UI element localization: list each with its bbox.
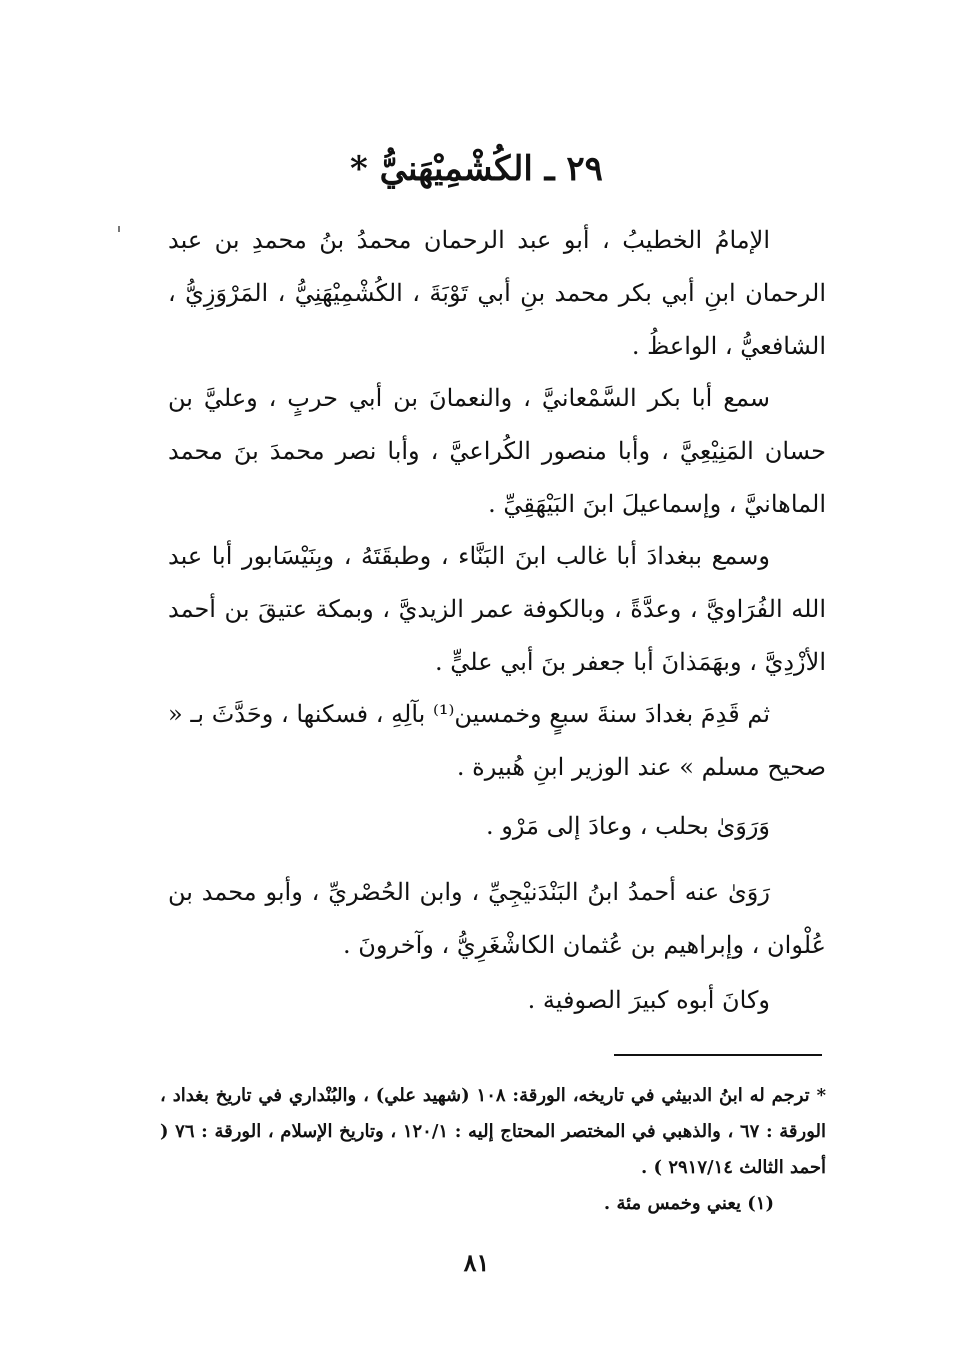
entry-heading: ٢٩ ـ الكُشْمِيْهَنيُّ *	[350, 149, 603, 189]
page-number: ٨١	[463, 1248, 490, 1277]
footnote-separator	[614, 1054, 822, 1056]
margin-speck	[118, 226, 120, 232]
paragraph-aleppo: وَرَوَىٰ بحلب ، وعادَ إلى مَرْو .	[486, 812, 770, 840]
footnote-sources: * ترجم له ابنُ الدبيثي في تاريخه، الورقة: ١٠٨ (شهيد علي) ، والبُنْداري في تاريخ بغداد ، الورقة : ٦٧ ، والذهبي في المختصر المحتاج إليه : ١٢٠/١ ، وتاريخ الإسلام ، الورقة : ٧٦ ( أحمد الثالث ٢٩١٧/١٤ ) .	[160, 1085, 826, 1178]
paragraph-name: الإمامُ الخطيبُ ، أبو عبد الرحمان محمدُ بنُ محمدِ بن عبد الرحمان ابنِ أبي بكر محمد بنِ أبي تَوْبَةَ ، الكُشْمِيْهَنِيُّ ، المَرْوَزِيُّ ، الشافعيُّ ، الواعظُ .	[168, 226, 826, 360]
paragraph-father: وكانَ أبوه كبيرَ الصوفية .	[527, 986, 770, 1014]
paragraph-teachers: سمع أبا بكر السَّمْعانيَّ ، والنعمانَ بن أبي حربٍ ، وعليَّ بن حسان المَنِيْعِيَّ ، وأبا منصور الكُراعيَّ ، وأبا نصر محمدَ بنَ محمد الماهانيَّ ، وإسماعيلَ ابنَ البَيْهَقِيِّ .	[168, 384, 826, 518]
paragraph-narrators: رَوَىٰ عنه أحمدُ ابنُ البَنْدَنيْجِيِّ ، وابن الحُصْريِّ ، وأبو محمد بن عُلْوان ، وإبراهيم بن عُثمان الكاشْغَرِيُّ ، وآخرونَ .	[168, 878, 826, 959]
footnotes	[160, 1078, 826, 1222]
paragraph-arrival: ثم قَدِمَ بغدادَ سنةَ سبعٍ وخمسين⁽¹⁾ بآلِهِ ، فسكنها ، وحَدَّثَ بـ « صحيح مسلم » عند الوزير ابنِ هُبيرة .	[168, 700, 826, 781]
paragraph-baghdad: وسمع ببغدادَ أبا غالب ابنَ البَنَّاء ، وطبقَتَهُ ، وبِنَيْسَابور أبا عبد الله الفُرَاويَّ ، وعدَّةً ، وبالكوفة عمر الزيديَّ ، وبمكة عتيقَ بن أحمد الأزْدِيَّ ، وبهَمَذانَ أبا جعفر بنَ أبي عليٍّ .	[168, 542, 826, 676]
footnote-1: (١) يعني وخمس مئة .	[603, 1193, 774, 1214]
